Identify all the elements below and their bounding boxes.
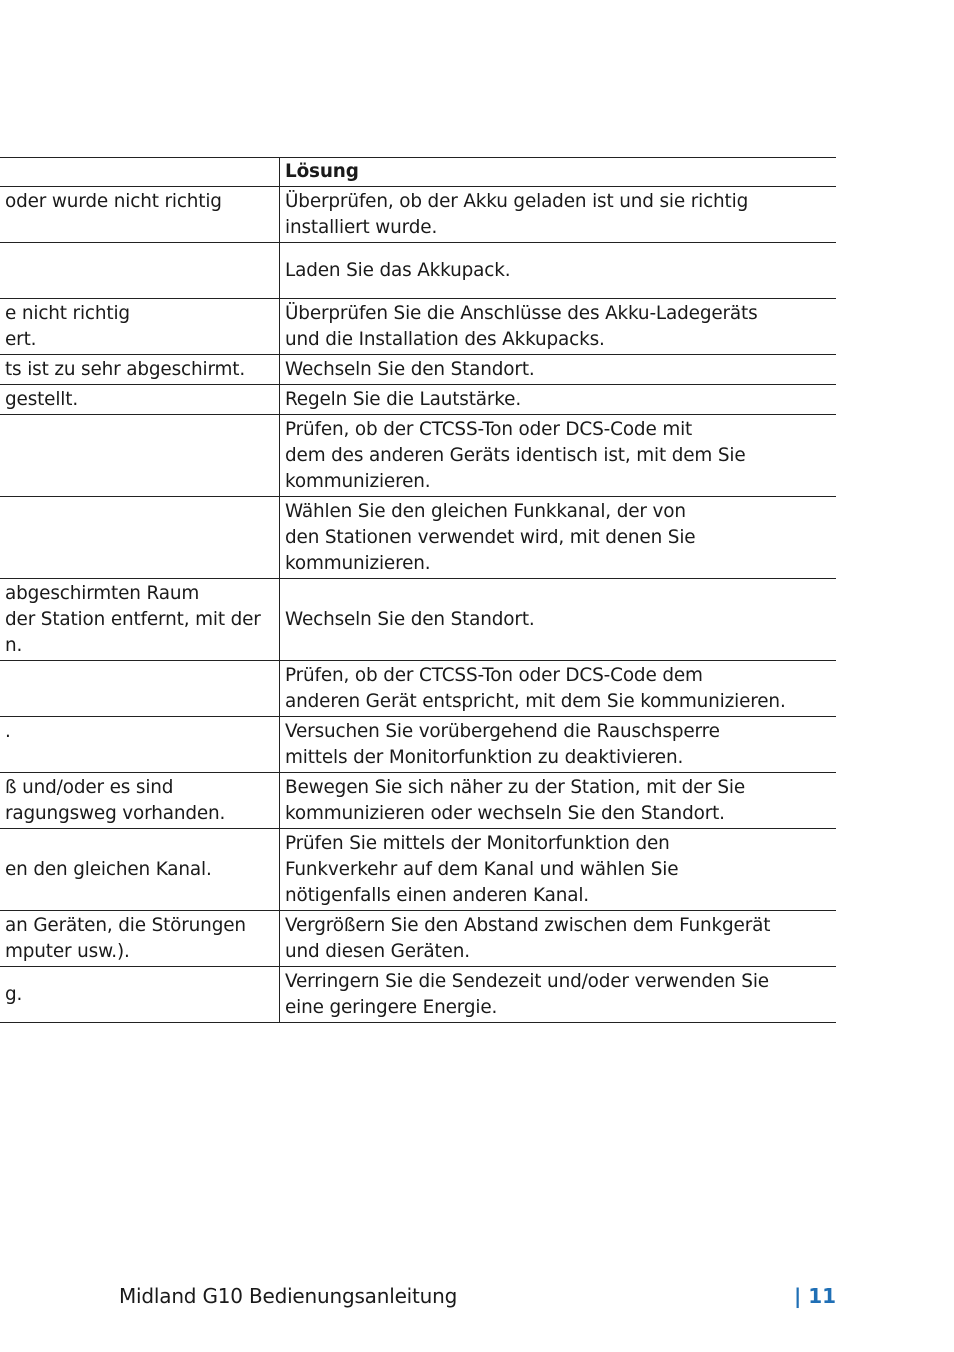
problem-text	[5, 525, 11, 551]
solution-cell	[280, 497, 837, 579]
page-number: | 11	[794, 1284, 837, 1308]
solution-line: installiert wurde.	[285, 216, 438, 238]
solution-line: Laden Sie das Akkupack.	[285, 259, 511, 281]
table-row	[0, 299, 836, 355]
solution-cell	[280, 829, 837, 911]
solution-line: mittels der Monitorfunktion zu deaktivieren.	[285, 746, 684, 768]
solution-line: Bewegen Sie sich näher zu der Station, mit der Sie	[285, 776, 746, 798]
solution-line: den Stationen verwendet wird, mit denen Sie	[285, 526, 696, 548]
solution-line: Vergrößern Sie den Abstand zwischen dem Funkgerät	[285, 914, 771, 936]
problem-text	[5, 443, 11, 469]
problem-line	[5, 443, 11, 469]
solution-cell	[280, 717, 837, 773]
table-row	[0, 385, 836, 415]
problem-line	[5, 525, 11, 551]
table-row	[0, 355, 836, 385]
problem-cell	[0, 717, 280, 773]
solution-cell	[280, 385, 837, 415]
solution-line: eine geringere Energie.	[285, 996, 498, 1018]
solution-line: nötigenfalls einen anderen Kanal.	[285, 884, 589, 906]
table-row	[0, 773, 836, 829]
problem-line	[5, 745, 11, 771]
problem-cell	[0, 967, 280, 1023]
problem-text	[5, 857, 212, 883]
table-row	[0, 911, 836, 967]
header-solution: Lösung	[280, 158, 837, 187]
problem-cell	[0, 415, 280, 497]
solution-line: Prüfen, ob der CTCSS-Ton oder DCS-Code dem	[285, 664, 703, 686]
solution-line: Überprüfen Sie die Anschlüsse des Akku-Ladegeräts	[285, 302, 758, 324]
problem-line: abgeschirmten Raum	[5, 582, 200, 604]
table-row	[0, 967, 836, 1023]
problem-line: ß und/oder es sind	[5, 776, 174, 798]
problem-text	[5, 676, 11, 702]
problem-text	[5, 719, 11, 771]
solution-cell	[280, 355, 837, 385]
header-problem	[0, 158, 280, 187]
problem-line: e nicht richtig	[5, 302, 130, 324]
problem-text	[5, 775, 225, 827]
solution-line: kommunizieren.	[285, 470, 431, 492]
table-body	[0, 187, 836, 1023]
solution-cell	[280, 415, 837, 497]
problem-cell	[0, 355, 280, 385]
solution-line: Verringern Sie die Sendezeit und/oder verwenden Sie	[285, 970, 769, 992]
solution-line: Funkverkehr auf dem Kanal und wählen Sie	[285, 858, 679, 880]
solution-line: und diesen Geräten.	[285, 940, 470, 962]
table-row	[0, 579, 836, 661]
problem-text	[5, 982, 22, 1008]
solution-cell	[280, 243, 837, 299]
problem-text	[5, 258, 11, 284]
solution-line: Versuchen Sie vorübergehend die Rauschsperre	[285, 720, 720, 742]
table-row	[0, 661, 836, 717]
problem-line	[5, 258, 11, 284]
solution-line: Wechseln Sie den Standort.	[285, 358, 535, 380]
table-row	[0, 243, 836, 299]
problem-line: oder wurde nicht richtig	[5, 190, 222, 212]
solution-line: und die Installation des Akkupacks.	[285, 328, 605, 350]
solution-line: dem des anderen Geräts identisch ist, mit dem Sie	[285, 444, 746, 466]
problem-line: ert.	[5, 328, 37, 350]
problem-cell	[0, 497, 280, 579]
solution-line: Prüfen Sie mittels der Monitorfunktion den	[285, 832, 670, 854]
problem-text	[5, 357, 245, 383]
table-row	[0, 415, 836, 497]
problem-line: ragungsweg vorhanden.	[5, 802, 226, 824]
solution-line: kommunizieren oder wechseln Sie den Standort.	[285, 802, 725, 824]
solution-cell	[280, 911, 837, 967]
troubleshooting-table	[0, 157, 836, 1023]
problem-text	[5, 189, 222, 241]
solution-cell	[280, 773, 837, 829]
solution-line: Prüfen, ob der CTCSS-Ton oder DCS-Code mit	[285, 418, 693, 440]
problem-cell	[0, 661, 280, 717]
troubleshooting-table-container	[0, 157, 836, 1023]
problem-line: der Station entfernt, mit der	[5, 608, 261, 630]
solution-cell	[280, 967, 837, 1023]
solution-line: kommunizieren.	[285, 552, 431, 574]
problem-line	[5, 215, 222, 241]
problem-cell	[0, 243, 280, 299]
solution-line: Überprüfen, ob der Akku geladen ist und sie richtig	[285, 190, 749, 212]
problem-line: gestellt.	[5, 388, 79, 410]
solution-cell	[280, 299, 837, 355]
problem-text	[5, 301, 130, 353]
problem-cell	[0, 773, 280, 829]
problem-cell	[0, 187, 280, 243]
problem-text	[5, 581, 261, 659]
table-row	[0, 829, 836, 911]
footer-document-title: Midland G10 Bedienungsanleitung	[119, 1284, 458, 1308]
table-row	[0, 187, 836, 243]
solution-line: Wechseln Sie den Standort.	[285, 608, 535, 630]
problem-cell	[0, 829, 280, 911]
solution-cell	[280, 579, 837, 661]
solution-cell	[280, 187, 837, 243]
problem-cell	[0, 579, 280, 661]
table-header-row	[0, 158, 836, 187]
problem-cell	[0, 911, 280, 967]
problem-line: .	[5, 720, 11, 742]
problem-cell	[0, 385, 280, 415]
problem-line: g.	[5, 983, 23, 1005]
table-row	[0, 717, 836, 773]
problem-line: ts ist zu sehr abgeschirmt.	[5, 358, 246, 380]
solution-line: Regeln Sie die Lautstärke.	[285, 388, 522, 410]
problem-text	[5, 387, 78, 413]
problem-line	[5, 676, 11, 702]
solution-cell	[280, 661, 837, 717]
table-row	[0, 497, 836, 579]
problem-line: en den gleichen Kanal.	[5, 858, 212, 880]
solution-line: Wählen Sie den gleichen Funkkanal, der von	[285, 500, 686, 522]
problem-line: an Geräten, die Störungen	[5, 914, 246, 936]
problem-text	[5, 913, 246, 965]
problem-cell	[0, 299, 280, 355]
problem-line: n.	[5, 634, 23, 656]
solution-line: anderen Gerät entspricht, mit dem Sie kommunizieren.	[285, 690, 786, 712]
problem-line: mputer usw.).	[5, 940, 130, 962]
